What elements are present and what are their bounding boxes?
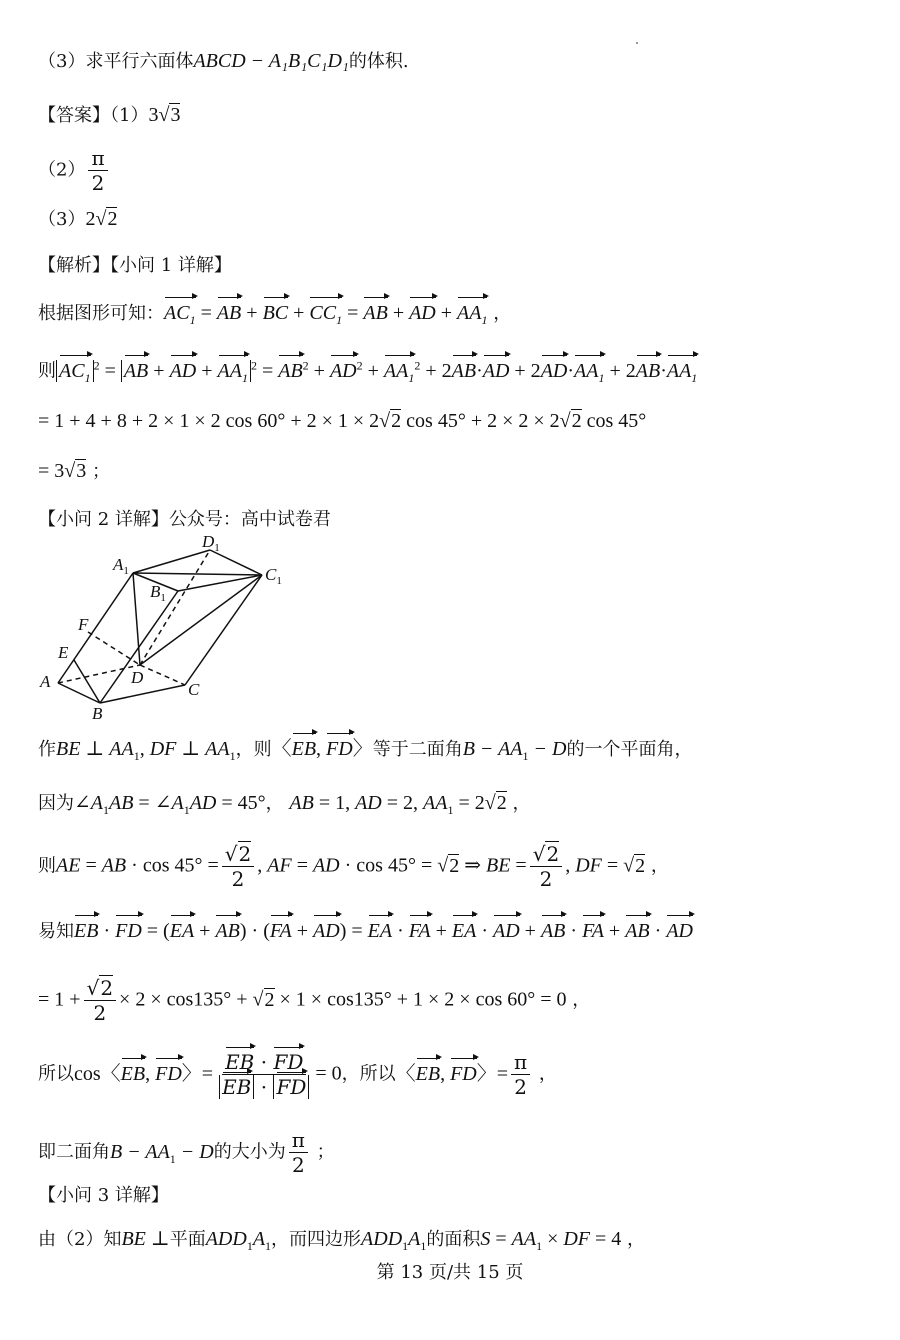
parallelepiped-name: ABCD − A₁B₁C₁D₁ — [193, 50, 349, 72]
part3-area: 由（2）知BE ⊥平面$ADD_1A_1$，而四边形$ADD_1A_1$的面积$S = AA_1$ × DF = 4 ， — [38, 1228, 646, 1253]
answer-2: （2） $\frac{\pi}{2}$ — [38, 146, 111, 195]
answer-1-value: 3√3 — [148, 104, 181, 126]
dihedral-conclusion: 即二面角$B - AA_1 - D$的大小为 $\frac{\pi}{2}$ ； — [38, 1128, 335, 1177]
label-E: E — [58, 643, 69, 662]
part3-label: 【小问 3 详解】 — [38, 1185, 169, 1206]
question-3: （3）求平行六面体ABCD − A₁B₁C₁D₁的体积. — [38, 50, 409, 72]
vector-decomposition: 根据图形可知：$AC_1$ = AB + BC + $CC_1$ = AB + AD + $AA_1$ ， — [38, 300, 511, 333]
answer-label: 【答案】 — [38, 105, 110, 126]
analysis-label: 【解析】【小问 1 详解】 — [38, 255, 232, 276]
label-B: B — [92, 704, 103, 723]
length-computation: 则AE = AB · cos 45° = $\frac{√2}{2}$ , AF = AD · cos 45° = √2 ⇒ BE = $\frac{√2}{2}$ , DF = √2 ， — [38, 842, 669, 891]
dot-product-expansion: 易知EB · FD = (EA + AB) · (FA + AD) = EA · FA + EA · AD + AB · FA + AB · AD — [38, 920, 693, 942]
answer-3-value: 2√2 — [85, 208, 118, 230]
label-A1: $A_1$ — [113, 555, 129, 577]
result-part1: = 3√3 ； — [38, 460, 110, 482]
label-C1: $C_1$ — [265, 565, 282, 587]
page-footer: 第 13 页/共 15 页 — [376, 1262, 524, 1283]
answer-3: （3）2√2 — [38, 208, 118, 230]
part2-label: 【小问 2 详解】公众号：高中试卷君 — [38, 509, 331, 530]
label-C: C — [188, 680, 200, 699]
answer-1: 【答案】（1）3√3 — [38, 104, 181, 126]
parallelepiped-figure — [30, 535, 310, 725]
label-F: F — [78, 615, 89, 634]
construction-line: 作BE ⊥ $AA_1$, DF ⊥ $AA_1$，则〈EB, FD〉等于二面角$B - AA_1 - D$的一个平面角， — [38, 738, 693, 763]
numeric-evaluation: = 1 + 4 + 8 + 2 × 1 × 2 cos 60° + 2 × 1 × 2√2 cos 45° + 2 × 2 × 2√2 cos 45° — [38, 410, 647, 432]
label-A: A — [40, 672, 51, 691]
magnitude-square-expansion: 则 $AC_1^2$ = AB + AD + $AA_1^2 = AB^2 + AD^2 + AA_1^2 + 2AB\cdot AD + 2AD\cdot AA_1 + 2AB\cdot AA_1$ — [38, 352, 697, 391]
label-D: D — [131, 668, 144, 687]
given-conditions: 因为$\angle A_1AB$ = $\angle A_1AD = 45^\circ$， AB = 1, AD = 2, $AA_1 = 2√2$ ， — [38, 792, 531, 817]
dot-product-value: = 1 + $\frac{√2}{2}$ × 2 × cos135° + √2 × 1 × cos135° + 1 × 2 × cos 60° = 0 ， — [38, 976, 591, 1025]
label-B1: $B_1$ — [150, 582, 166, 604]
answer-2-value: $\frac{\pi}{2}$ — [88, 146, 107, 195]
stray-dot — [636, 42, 638, 44]
label-D1: $D_1$ — [202, 535, 220, 554]
cosine-result: 所以cos〈EB, FD〉= $\frac{EB \cdot FD}{EB \cdot FD}$ = 0，所以〈EB, FD〉= $\frac{\pi}{2}$ ， — [38, 1050, 557, 1099]
